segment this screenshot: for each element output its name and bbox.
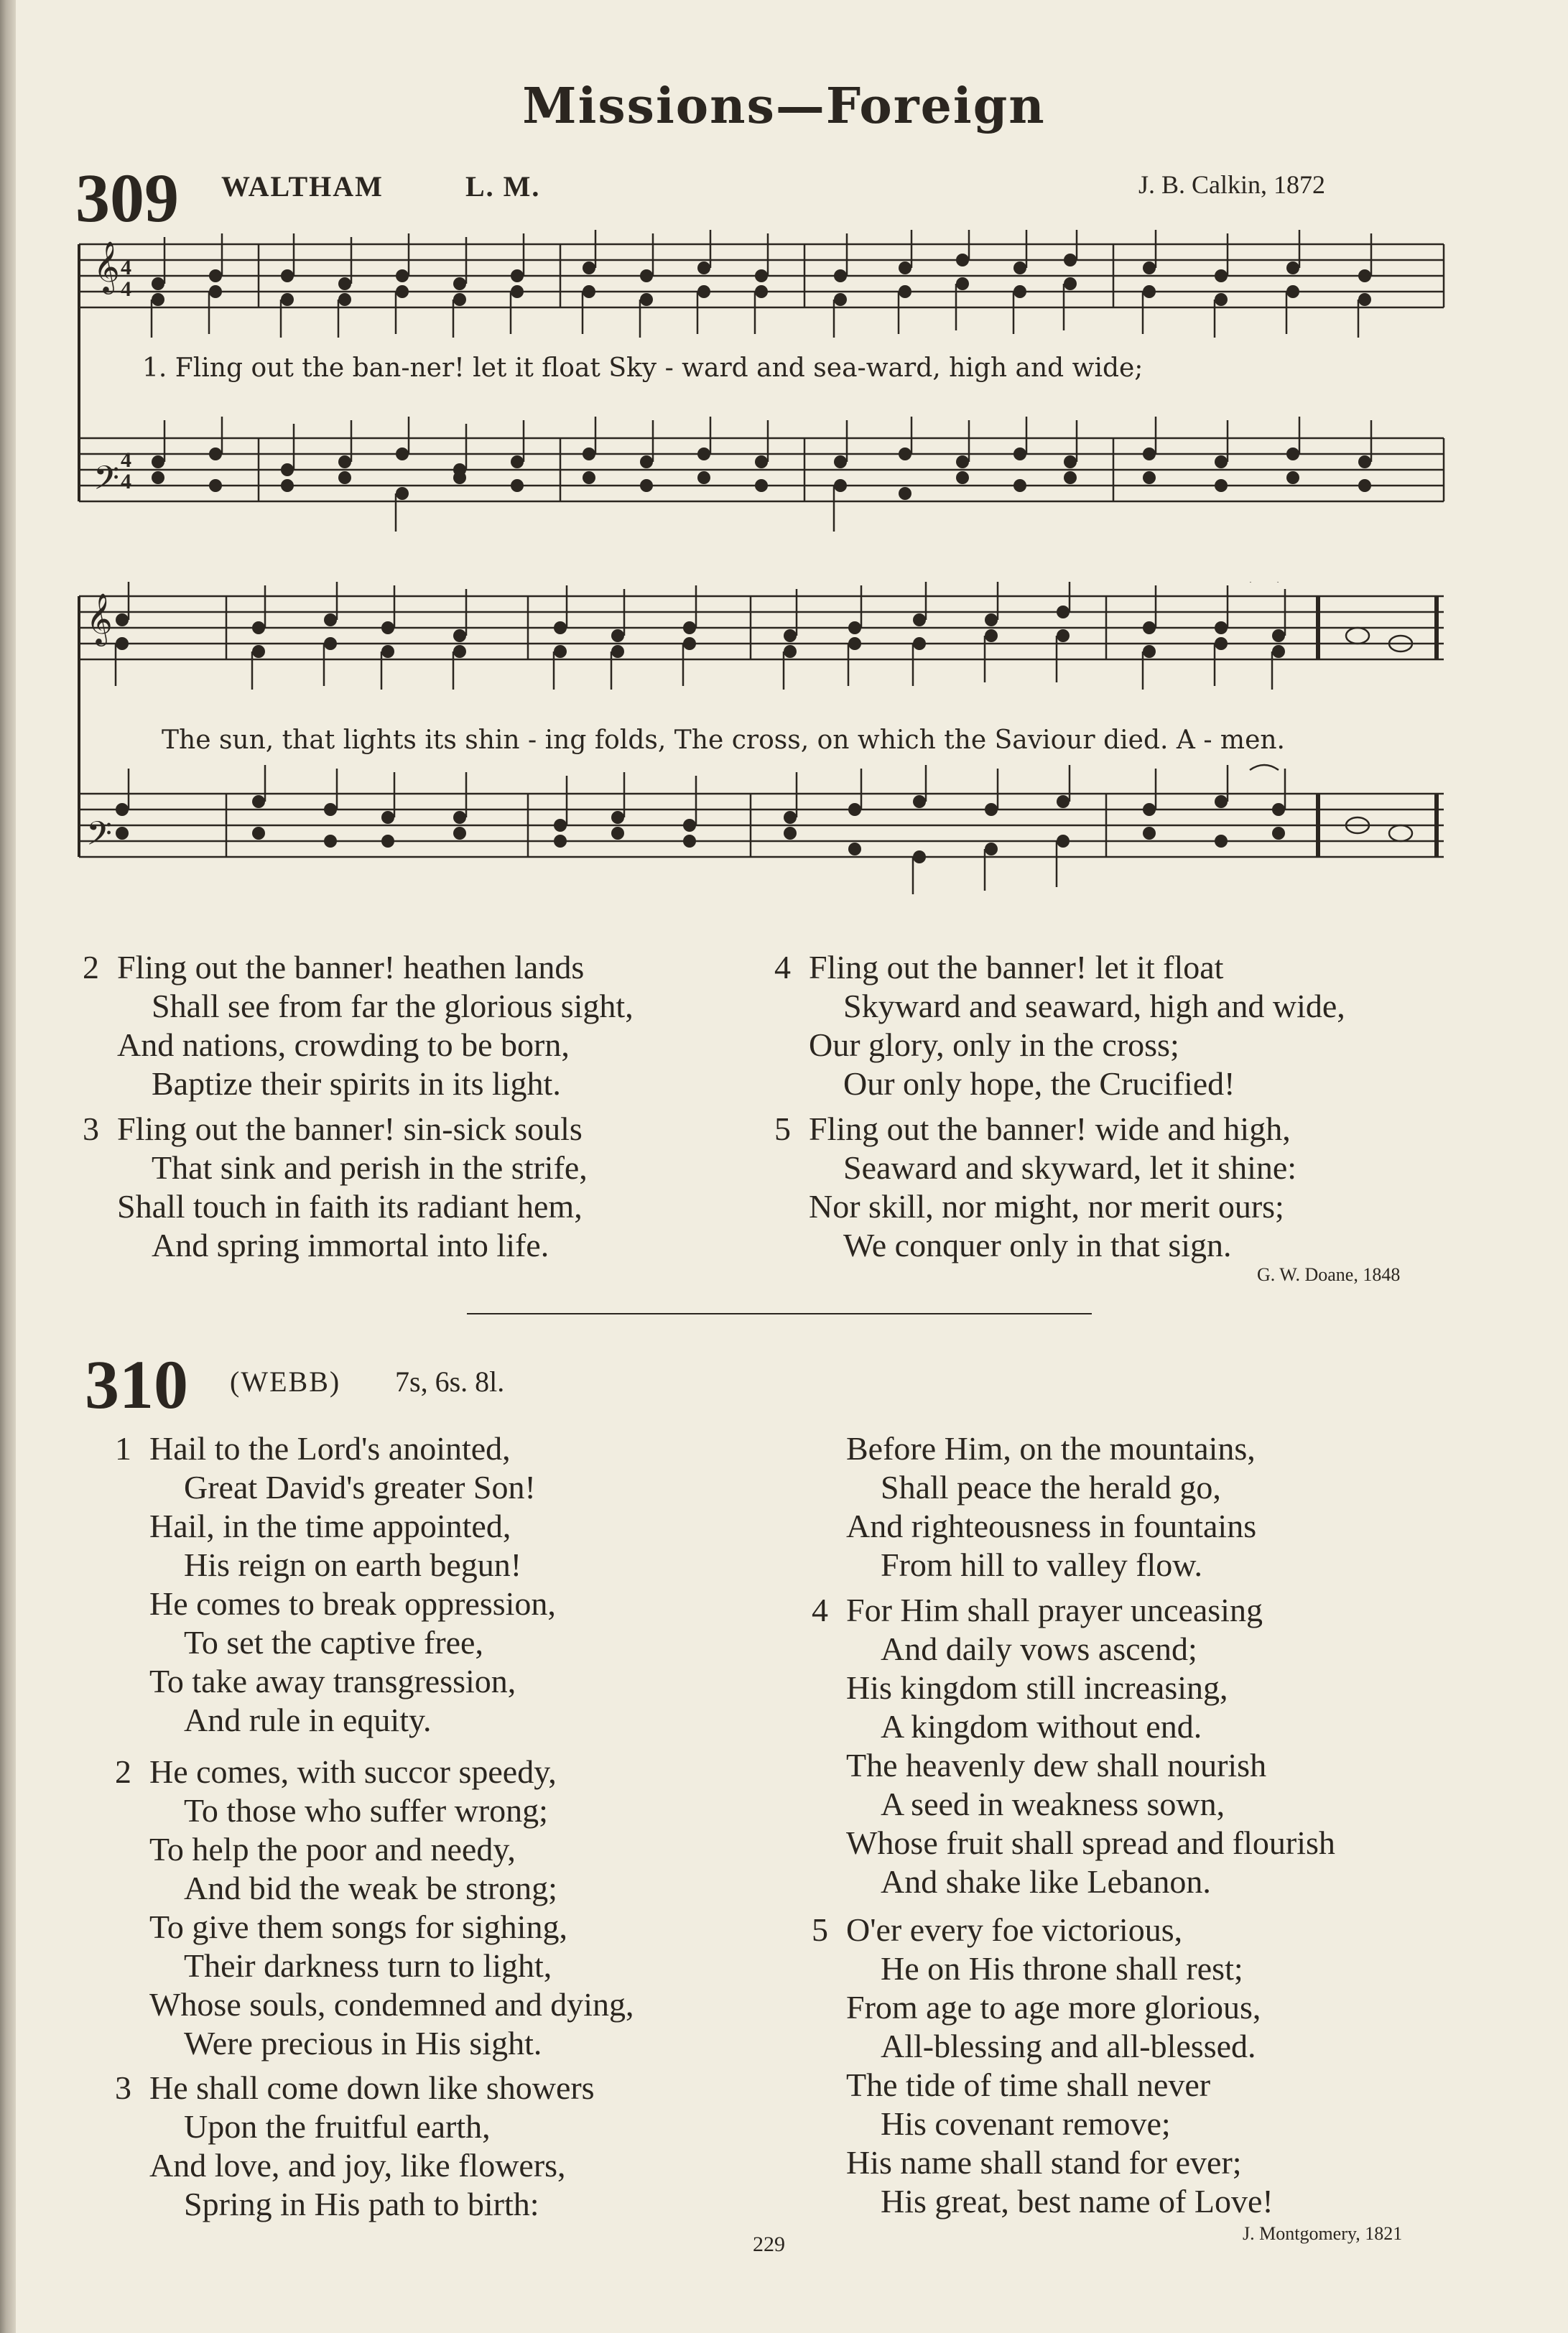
- stanza-line: Nor skill, nor might, nor merit ours;: [809, 1188, 1284, 1225]
- stanza-line: All-blessing and all-blessed.: [881, 2028, 1256, 2064]
- stanza-line: His reign on earth begun!: [184, 1546, 522, 1583]
- stanza-line: Fling out the banner! wide and high,: [809, 1110, 1291, 1147]
- stanza-line: Hail to the Lord's anointed,: [149, 1430, 511, 1467]
- stanza-line: Whose fruit shall spread and flourish: [846, 1824, 1335, 1861]
- stanza-line: To take away transgression,: [149, 1663, 516, 1699]
- music-score-system-1: [72, 230, 1451, 539]
- stanza-line: Shall touch in faith its radiant hem,: [117, 1188, 583, 1225]
- stanza-line: His great, best name of Love!: [881, 2183, 1274, 2220]
- hymn-310-author: J. Montgomery, 1821: [1243, 2223, 1403, 2244]
- stanza-line: He shall come down like showers: [149, 2069, 595, 2106]
- svg-text:𝄢: 𝄢: [93, 459, 120, 506]
- svg-text:𝄢: 𝄢: [86, 815, 113, 861]
- stanza-number: 2: [115, 1753, 131, 1790]
- stanza-number: 4: [812, 1592, 828, 1628]
- stanza-line: Shall see from far the glorious sight,: [152, 988, 634, 1024]
- stanza-line: A seed in weakness sown,: [881, 1786, 1225, 1822]
- hymn-number-310: 310: [85, 1346, 188, 1423]
- stanza-line: Upon the fruitful earth,: [184, 2108, 491, 2145]
- meter-309: L. M.: [465, 170, 541, 203]
- hymn-309-author: G. W. Doane, 1848: [1257, 1264, 1401, 1285]
- stanza-number: 4: [774, 949, 791, 985]
- hymn-309-stanza-2: [83, 948, 634, 1103]
- stanza-line: And rule in equity.: [184, 1702, 432, 1738]
- stanza-line: Hail, in the time appointed,: [149, 1508, 511, 1544]
- stanza-line: Fling out the banner! heathen lands: [117, 949, 585, 985]
- stanza-line: Our only hope, the Crucified!: [843, 1065, 1235, 1102]
- stanza-line: And shake like Lebanon.: [881, 1863, 1211, 1900]
- svg-text:𝄞: 𝄞: [86, 592, 113, 644]
- svg-text:4: 4: [121, 448, 131, 472]
- stanza-line: He comes to break oppression,: [149, 1585, 556, 1622]
- stanza-line: Fling out the banner! let it float: [809, 949, 1224, 985]
- stanza-line: Spring in His path to birth:: [184, 2186, 539, 2222]
- hymn-309-stanza-3: [83, 1110, 588, 1265]
- stanza-number: 5: [812, 1911, 828, 1948]
- stanza-line: And love, and joy, like flowers,: [149, 2147, 566, 2184]
- stanza-line: Baptize their spirits in its light.: [152, 1065, 561, 1102]
- stanza-line: To those who suffer wrong;: [184, 1792, 548, 1829]
- tune-name-310: (WEBB): [230, 1365, 341, 1398]
- stanza-line: His kingdom still increasing,: [846, 1669, 1228, 1706]
- stanza-line: And bid the weak be strong;: [184, 1870, 557, 1906]
- svg-text:4: 4: [121, 277, 131, 301]
- hymn-309-lyrics-line-1: 1. Fling out the ban-ner! let it float Sky - ward and sea-ward, high and wide;: [142, 353, 1143, 383]
- stanza-line: Our glory, only in the cross;: [809, 1026, 1179, 1063]
- meter-310: 7s, 6s. 8l.: [395, 1365, 505, 1398]
- stanza-number: 5: [774, 1110, 791, 1147]
- hymn-310-stanza-3: [115, 2069, 595, 2224]
- composer-309: J. B. Calkin, 1872: [1138, 170, 1326, 199]
- section-title: Missions—Foreign: [522, 78, 1046, 135]
- stanza-line: And daily vows ascend;: [881, 1631, 1197, 1667]
- stanza-line: O'er every foe victorious,: [846, 1911, 1183, 1948]
- hymn-310-stanza-2: [115, 1753, 634, 2063]
- stanza-line: Seaward and skyward, let it shine:: [843, 1149, 1297, 1186]
- stanza-line: He on His throne shall rest;: [881, 1950, 1243, 1987]
- stanza-line: A kingdom without end.: [881, 1708, 1202, 1745]
- stanza-line: Shall peace the herald go,: [881, 1469, 1221, 1506]
- stanza-line: His covenant remove;: [881, 2105, 1171, 2142]
- tune-name-309: WALTHAM: [221, 170, 384, 203]
- stanza-line: And righteousness in fountains: [846, 1508, 1257, 1544]
- hymn-310-stanza-3-continued: [812, 1429, 1256, 1585]
- hymn-number-309: 309: [75, 159, 179, 236]
- stanza-line: Were precious in His sight.: [184, 2025, 542, 2061]
- stanza-line: Whose souls, condemned and dying,: [149, 1986, 634, 2023]
- hymn-309-stanza-4: [774, 948, 1345, 1103]
- section-divider: [467, 1313, 1092, 1314]
- stanza-number: 1: [115, 1430, 131, 1467]
- stanza-line: For Him shall prayer unceasing: [846, 1592, 1263, 1628]
- stanza-line: And nations, crowding to be born,: [117, 1026, 570, 1063]
- hymn-309-stanza-5: [774, 1110, 1296, 1265]
- svg-text:4: 4: [121, 256, 131, 279]
- svg-text:4: 4: [121, 470, 131, 493]
- hymn-310-stanza-1: [115, 1429, 556, 1740]
- stanza-line: Their darkness turn to light,: [184, 1947, 552, 1984]
- stanza-line: Great David's greater Son!: [184, 1469, 536, 1506]
- book-spine: [0, 0, 16, 2333]
- stanza-line: That sink and perish in the strife,: [152, 1149, 588, 1186]
- stanza-line: From hill to valley flow.: [881, 1546, 1203, 1583]
- stanza-line: Skyward and seaward, high and wide,: [843, 988, 1345, 1024]
- stanza-line: From age to age more glorious,: [846, 1989, 1261, 2026]
- stanza-line: Before Him, on the mountains,: [846, 1430, 1256, 1467]
- stanza-number: 2: [83, 949, 99, 985]
- stanza-line: The tide of time shall never: [846, 2067, 1211, 2103]
- page-number: 229: [753, 2232, 785, 2256]
- hymn-310-stanza-4: [812, 1591, 1335, 1901]
- stanza-line: We conquer only in that sign.: [843, 1227, 1232, 1263]
- hymn-310-stanza-5: [812, 1911, 1274, 2221]
- stanza-number: 3: [115, 2069, 131, 2106]
- hymn-309-lyrics-line-2: The sun, that lights its shin - ing folds, The cross, on which the Saviour died. A - men.: [162, 725, 1285, 755]
- stanza-line: To set the captive free,: [184, 1624, 483, 1661]
- stanza-line: The heavenly dew shall nourish: [846, 1747, 1267, 1784]
- stanza-number: 3: [83, 1110, 99, 1147]
- stanza-line: To give them songs for sighing,: [149, 1908, 567, 1945]
- stanza-line: And spring immortal into life.: [152, 1227, 549, 1263]
- stanza-line: He comes, with succor speedy,: [149, 1753, 557, 1790]
- stanza-line: His name shall stand for ever;: [846, 2144, 1242, 2181]
- svg-text:𝄞: 𝄞: [93, 240, 120, 292]
- stanza-line: Fling out the banner! sin-sick souls: [117, 1110, 583, 1147]
- stanza-line: To help the poor and needy,: [149, 1831, 516, 1868]
